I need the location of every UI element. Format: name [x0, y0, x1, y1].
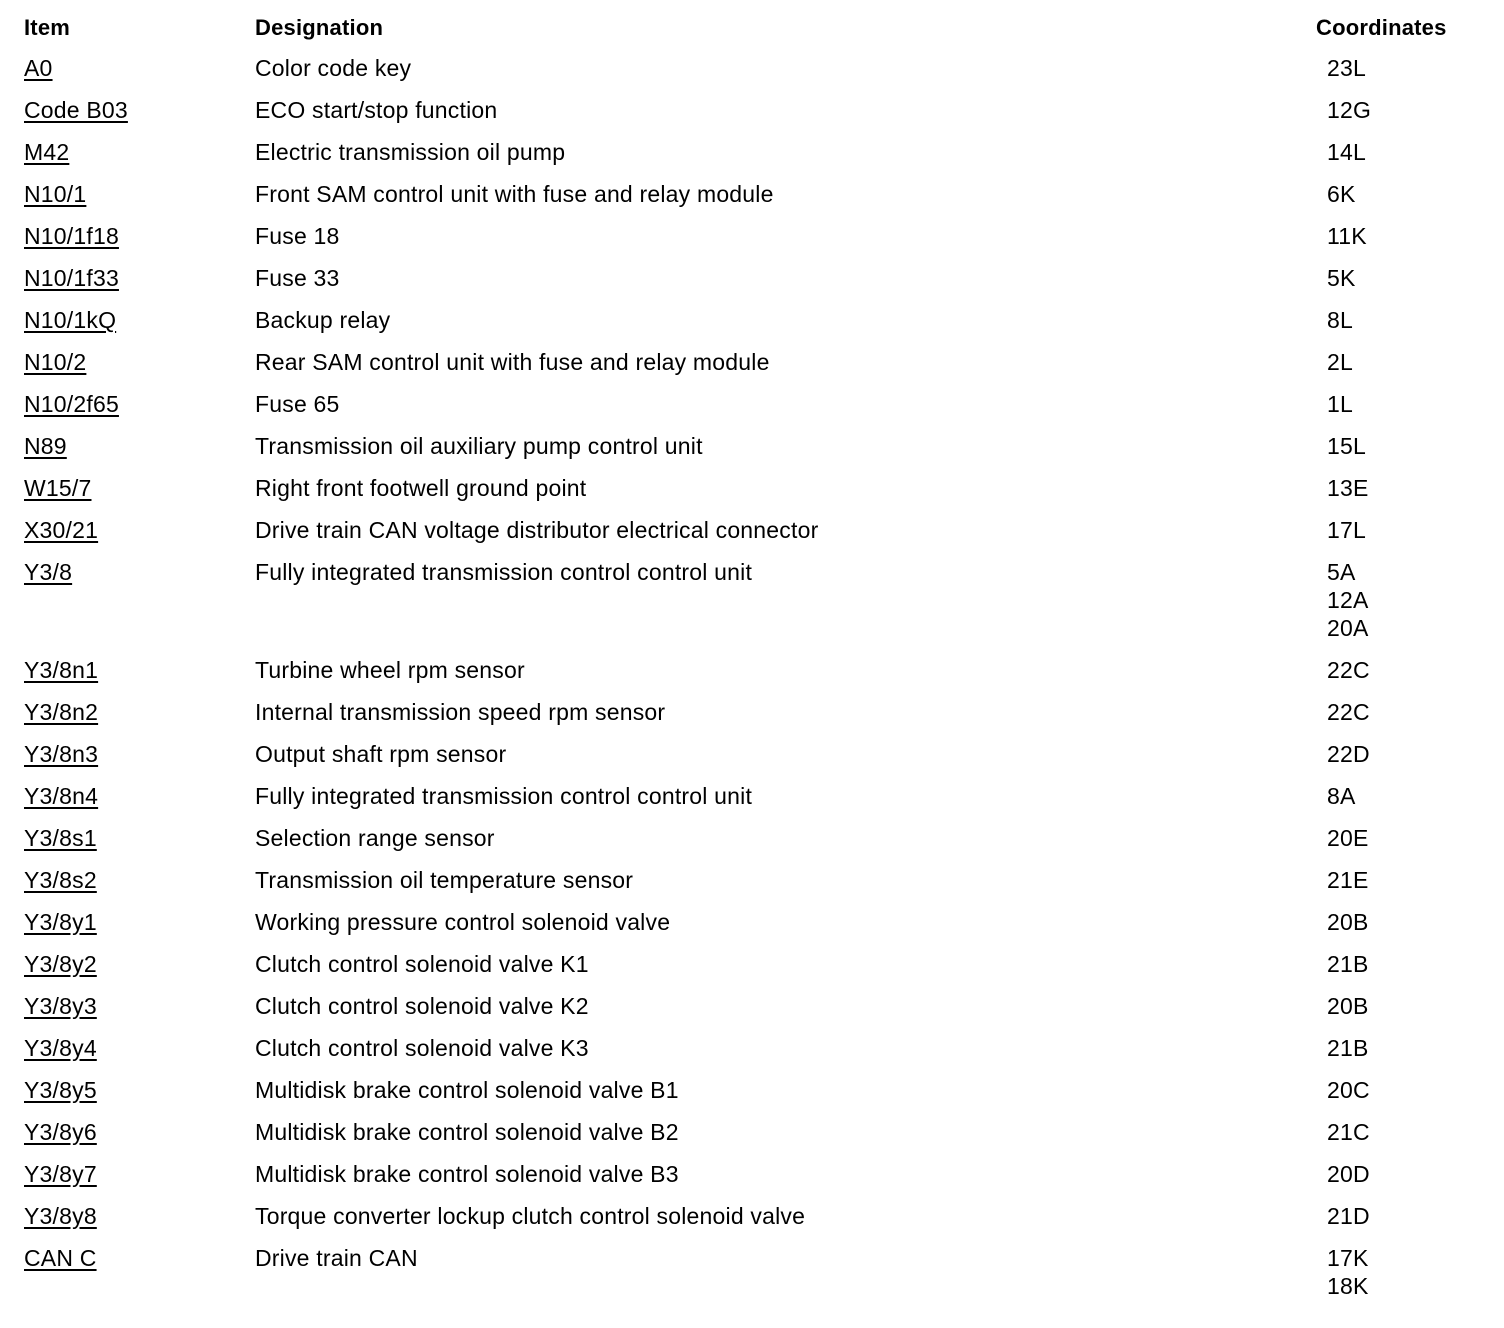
item-cell: [24, 1068, 255, 1110]
coordinates-cell: [1315, 130, 1484, 172]
coordinates-cell: [1315, 1068, 1484, 1110]
designation-cell: Drive train CAN voltage distributor electrical connector: [255, 517, 819, 543]
coordinates-cell: [1315, 298, 1484, 340]
designation-cell: Fuse 65: [255, 391, 340, 417]
table-row: [24, 46, 1484, 88]
item-link[interactable]: N10/2f65: [24, 391, 119, 417]
item-cell: [24, 298, 255, 340]
item-cell: [24, 550, 255, 648]
item-cell: [24, 466, 255, 508]
coordinates-cell: [1315, 1194, 1484, 1236]
item-cell: [24, 256, 255, 298]
coordinates-cell: [1315, 550, 1484, 648]
coordinate-value: 11K: [1327, 223, 1367, 249]
table-row: [24, 1068, 1484, 1110]
table-row: [24, 984, 1484, 1026]
coordinates-cell: [1315, 900, 1484, 942]
item-link[interactable]: N10/1f18: [24, 223, 119, 249]
coordinates-cell: [1315, 46, 1484, 88]
coordinate-value: 23L: [1327, 55, 1366, 81]
table-row: [24, 1194, 1484, 1236]
item-link[interactable]: Y3/8y3: [24, 993, 97, 1019]
coordinates-cell: [1315, 1236, 1484, 1306]
item-link[interactable]: N10/1: [24, 181, 87, 207]
item-cell: [24, 46, 255, 88]
coordinates-cell: [1315, 340, 1484, 382]
coordinate-value: 20A: [1327, 615, 1369, 641]
table-row: [24, 508, 1484, 550]
item-cell: [24, 130, 255, 172]
item-cell: [24, 88, 255, 130]
designation-cell: ECO start/stop function: [255, 97, 498, 123]
coordinates-cell: [1315, 424, 1484, 466]
coordinates-cell: [1315, 508, 1484, 550]
item-link[interactable]: Y3/8y5: [24, 1077, 97, 1103]
coordinates-cell: [1315, 466, 1484, 508]
item-link[interactable]: Y3/8y2: [24, 951, 97, 977]
designation-cell: Transmission oil auxiliary pump control unit: [255, 433, 703, 459]
item-cell: [24, 214, 255, 256]
coordinates-cell: [1315, 1152, 1484, 1194]
coordinates-cell: [1315, 942, 1484, 984]
table-header-row: [24, 10, 1484, 46]
coordinate-value: 18K: [1327, 1273, 1369, 1299]
header-coordinates: Coordinates: [1316, 15, 1447, 40]
coordinate-value: 20B: [1327, 909, 1369, 935]
coordinate-value: 20B: [1327, 993, 1369, 1019]
item-link[interactable]: N10/1kQ: [24, 307, 117, 333]
designation-cell: Fuse 33: [255, 265, 340, 291]
item-cell: [24, 382, 255, 424]
designation-cell: Multidisk brake control solenoid valve B2: [255, 1119, 679, 1145]
table-row: [24, 858, 1484, 900]
designation-cell: Torque converter lockup clutch control solenoid valve: [255, 1203, 806, 1229]
coordinates-cell: [1315, 858, 1484, 900]
item-cell: [24, 690, 255, 732]
coordinate-value: 14L: [1327, 139, 1366, 165]
coordinates-cell: [1315, 732, 1484, 774]
coordinate-value: 5K: [1327, 265, 1356, 291]
item-cell: [24, 732, 255, 774]
coordinate-value: 13E: [1327, 475, 1369, 501]
coordinate-value: 22D: [1327, 741, 1370, 767]
table-row: [24, 550, 1484, 648]
coordinate-value: 17L: [1327, 517, 1366, 543]
item-link[interactable]: CAN C: [24, 1245, 97, 1271]
table-row: [24, 424, 1484, 466]
item-cell: [24, 424, 255, 466]
table-row: [24, 648, 1484, 690]
coordinate-value: 12G: [1327, 97, 1372, 123]
designation-cell: Clutch control solenoid valve K1: [255, 951, 589, 977]
coordinate-value: 2L: [1327, 349, 1353, 375]
designation-cell: Turbine wheel rpm sensor: [255, 657, 525, 683]
coordinates-cell: [1315, 648, 1484, 690]
designation-cell: Fully integrated transmission control control unit: [255, 783, 753, 809]
item-link[interactable]: W15/7: [24, 475, 92, 501]
coordinate-value: 17K: [1327, 1245, 1369, 1271]
table-row: [24, 732, 1484, 774]
item-link[interactable]: Y3/8n1: [24, 657, 99, 683]
table-row: [24, 256, 1484, 298]
coordinate-value: 5A: [1327, 559, 1356, 585]
coordinate-value: 21B: [1327, 951, 1369, 977]
coordinate-value: 20C: [1327, 1077, 1370, 1103]
table-row: [24, 466, 1484, 508]
coordinates-cell: [1315, 256, 1484, 298]
designation-cell: Clutch control solenoid valve K2: [255, 993, 589, 1019]
coordinate-value: 21E: [1327, 867, 1369, 893]
item-cell: [24, 774, 255, 816]
coordinates-cell: [1315, 172, 1484, 214]
item-cell: [24, 1194, 255, 1236]
designation-cell: Selection range sensor: [255, 825, 495, 851]
coordinate-value: 20E: [1327, 825, 1369, 851]
item-link[interactable]: Y3/8s2: [24, 867, 97, 893]
item-link[interactable]: A0: [24, 55, 53, 81]
coordinate-value: 12A: [1327, 587, 1369, 613]
table-row: [24, 172, 1484, 214]
designation-cell: Multidisk brake control solenoid valve B1: [255, 1077, 679, 1103]
coordinate-value: 1L: [1327, 391, 1353, 417]
coordinate-value: 6K: [1327, 181, 1356, 207]
item-cell: [24, 1110, 255, 1152]
table-row: [24, 774, 1484, 816]
item-link[interactable]: N10/2: [24, 349, 87, 375]
component-legend-table: [24, 10, 1484, 1306]
designation-cell: Rear SAM control unit with fuse and relay module: [255, 349, 770, 375]
designation-cell: Fuse 18: [255, 223, 340, 249]
item-cell: [24, 984, 255, 1026]
coordinates-cell: [1315, 984, 1484, 1026]
coordinate-value: 21C: [1327, 1119, 1370, 1145]
item-link[interactable]: Y3/8s1: [24, 825, 97, 851]
designation-cell: Clutch control solenoid valve K3: [255, 1035, 589, 1061]
designation-cell: Transmission oil temperature sensor: [255, 867, 634, 893]
item-cell: [24, 1236, 255, 1306]
designation-cell: Multidisk brake control solenoid valve B3: [255, 1161, 679, 1187]
coordinates-cell: [1315, 816, 1484, 858]
item-cell: [24, 508, 255, 550]
table-row: [24, 1236, 1484, 1306]
coordinate-value: 8L: [1327, 307, 1353, 333]
coordinate-value: 22C: [1327, 699, 1370, 725]
designation-cell: Front SAM control unit with fuse and relay module: [255, 181, 774, 207]
item-cell: [24, 1026, 255, 1068]
table-row: [24, 690, 1484, 732]
coordinate-value: 15L: [1327, 433, 1366, 459]
coordinate-value: 22C: [1327, 657, 1370, 683]
table-row: [24, 1110, 1484, 1152]
table-row: [24, 942, 1484, 984]
item-link[interactable]: Y3/8n3: [24, 741, 99, 767]
coordinates-cell: [1315, 1110, 1484, 1152]
table-row: [24, 88, 1484, 130]
designation-cell: Working pressure control solenoid valve: [255, 909, 671, 935]
item-link[interactable]: N89: [24, 433, 67, 459]
designation-cell: Color code key: [255, 55, 412, 81]
item-cell: [24, 942, 255, 984]
table-row: [24, 340, 1484, 382]
table-row: [24, 382, 1484, 424]
coordinate-value: 21D: [1327, 1203, 1370, 1229]
coordinates-cell: [1315, 690, 1484, 732]
item-link[interactable]: Code B03: [24, 97, 128, 123]
coordinates-cell: [1315, 774, 1484, 816]
item-link[interactable]: Y3/8y6: [24, 1119, 97, 1145]
item-link[interactable]: Y3/8n4: [24, 783, 99, 809]
item-link[interactable]: Y3/8n2: [24, 699, 99, 725]
header-designation: Designation: [255, 15, 384, 40]
item-link[interactable]: Y3/8: [24, 559, 73, 585]
table-row: [24, 130, 1484, 172]
item-link[interactable]: Y3/8y4: [24, 1035, 97, 1061]
coordinates-cell: [1315, 214, 1484, 256]
coordinate-value: 21B: [1327, 1035, 1369, 1061]
table-row: [24, 1026, 1484, 1068]
designation-cell: Drive train CAN: [255, 1245, 418, 1271]
item-cell: [24, 1152, 255, 1194]
item-link[interactable]: Y3/8y1: [24, 909, 97, 935]
designation-cell: Electric transmission oil pump: [255, 139, 566, 165]
coordinates-cell: [1315, 1026, 1484, 1068]
designation-cell: Internal transmission speed rpm sensor: [255, 699, 666, 725]
item-link[interactable]: N10/1f33: [24, 265, 119, 291]
item-link[interactable]: M42: [24, 139, 70, 165]
item-link[interactable]: Y3/8y7: [24, 1161, 97, 1187]
item-cell: [24, 858, 255, 900]
coordinate-value: 20D: [1327, 1161, 1370, 1187]
designation-cell: Right front footwell ground point: [255, 475, 587, 501]
table-body: [24, 46, 1484, 1306]
item-cell: [24, 172, 255, 214]
coordinate-value: 8A: [1327, 783, 1356, 809]
item-link[interactable]: Y3/8y8: [24, 1203, 97, 1229]
item-cell: [24, 816, 255, 858]
table-row: [24, 1152, 1484, 1194]
designation-cell: Fully integrated transmission control control unit: [255, 559, 753, 585]
designation-cell: Output shaft rpm sensor: [255, 741, 507, 767]
designation-cell: Backup relay: [255, 307, 391, 333]
item-cell: [24, 900, 255, 942]
item-cell: [24, 648, 255, 690]
header-item: Item: [24, 15, 71, 40]
table-row: [24, 298, 1484, 340]
coordinates-cell: [1315, 88, 1484, 130]
table-row: [24, 900, 1484, 942]
table-row: [24, 816, 1484, 858]
item-link[interactable]: X30/21: [24, 517, 99, 543]
table-row: [24, 214, 1484, 256]
item-cell: [24, 340, 255, 382]
coordinates-cell: [1315, 382, 1484, 424]
